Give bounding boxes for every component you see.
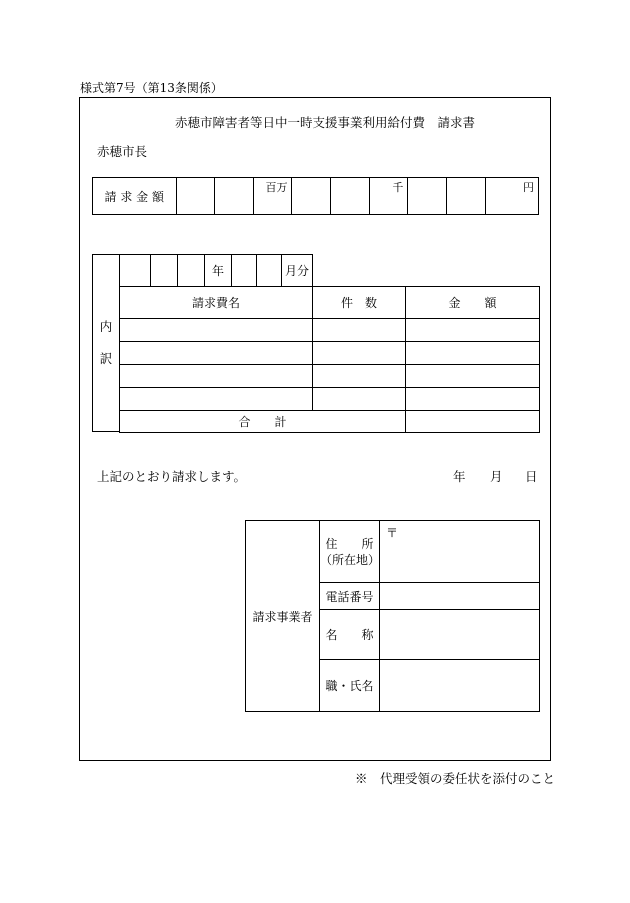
name-input-cell[interactable] [380,610,540,660]
count-cell[interactable] [313,388,406,411]
unit-en: 円 [523,181,534,194]
amount-cell[interactable] [406,342,540,365]
form-title: 赤穂市障害者等日中一時支援事業利用給付費 請求書 [175,115,476,130]
attachment-note: ※ 代理受領の委任状を添付のこと [355,771,556,786]
total-amount-cell[interactable] [406,411,540,433]
header-amount [406,287,540,319]
address-input-cell[interactable] [380,521,540,583]
address-label-sub: （所在地） [320,552,381,567]
header-count-text: 件 数 [340,296,377,310]
postal-mark: 〒 [386,526,399,540]
amount-table [92,177,539,215]
breakdown-table [119,286,540,433]
item-name-cell[interactable] [120,388,313,411]
date-day-label: 日 [525,469,538,484]
total-row [120,411,540,433]
header-count [313,287,406,319]
amount-cell[interactable] [406,319,540,342]
amount-label: 請 求 金 額 [104,189,164,204]
name-label-cell [320,610,380,660]
claimant-label: 請求事業者 [252,609,313,624]
claimant-label-cell [246,521,320,712]
total-label-cell [120,411,406,433]
form-number: 様式第7号（第13条関係） [80,81,223,95]
total-label: 合 計 [238,415,287,429]
date-month-label: 月 [490,469,503,484]
title-name-input-cell[interactable] [380,660,540,712]
amount-digit-cell[interactable] [215,178,254,215]
table-row [120,388,540,411]
period-month-cell [282,255,313,287]
item-name-cell[interactable] [120,342,313,365]
phone-label: 電話番号 [325,589,374,604]
amount-digit-cell[interactable] [447,178,486,215]
count-cell[interactable] [313,365,406,388]
period-digit-cell[interactable] [257,255,282,287]
period-digit-cell[interactable] [178,255,205,287]
count-cell[interactable] [313,342,406,365]
title-name-label-cell [320,660,380,712]
amount-cell[interactable] [406,365,540,388]
address-label: 住 所 [325,536,374,551]
table-row [120,365,540,388]
period-digit-cell[interactable] [151,255,178,287]
amount-digit-cell[interactable] [408,178,447,215]
header-item-name [120,287,313,319]
claimant-table [245,520,540,712]
phone-input-cell[interactable] [380,583,540,610]
period-digit-cell[interactable] [232,255,257,287]
amount-label-cell [93,178,177,215]
amount-digit-cell[interactable] [331,178,370,215]
period-year-cell [205,255,232,287]
table-row [120,319,540,342]
date-year-label: 年 [453,469,466,484]
amount-cell[interactable] [406,388,540,411]
amount-digit-cell[interactable] [369,178,408,215]
period-month-label: 月分 [284,264,309,278]
addressee: 赤穂市長 [97,144,148,159]
period-table [119,254,313,287]
header-item-name-text: 請求費名 [191,296,240,310]
unit-hyakuman: 百万 [265,181,288,194]
unit-sen: 千 [392,181,404,194]
amount-digit-cell[interactable] [292,178,331,215]
address-label-cell [320,521,380,583]
amount-digit-cell[interactable] [176,178,215,215]
side-label-2: 訳 [99,351,113,366]
phone-label-cell [320,583,380,610]
breakdown-side-label [93,255,120,432]
count-cell[interactable] [313,319,406,342]
table-row [120,342,540,365]
amount-digit-cell[interactable] [485,178,538,215]
period-year-label: 年 [211,264,224,278]
item-name-cell[interactable] [120,319,313,342]
breakdown-side [92,254,120,432]
title-name-label: 職・氏名 [325,679,374,693]
item-name-cell[interactable] [120,365,313,388]
declaration: 上記のとおり請求します。 [97,469,247,484]
period-digit-cell[interactable] [120,255,151,287]
side-label-1: 内 [99,319,113,334]
name-label: 名 称 [325,628,374,642]
amount-digit-cell[interactable] [253,178,292,215]
header-amount-text: 金 額 [448,296,497,310]
